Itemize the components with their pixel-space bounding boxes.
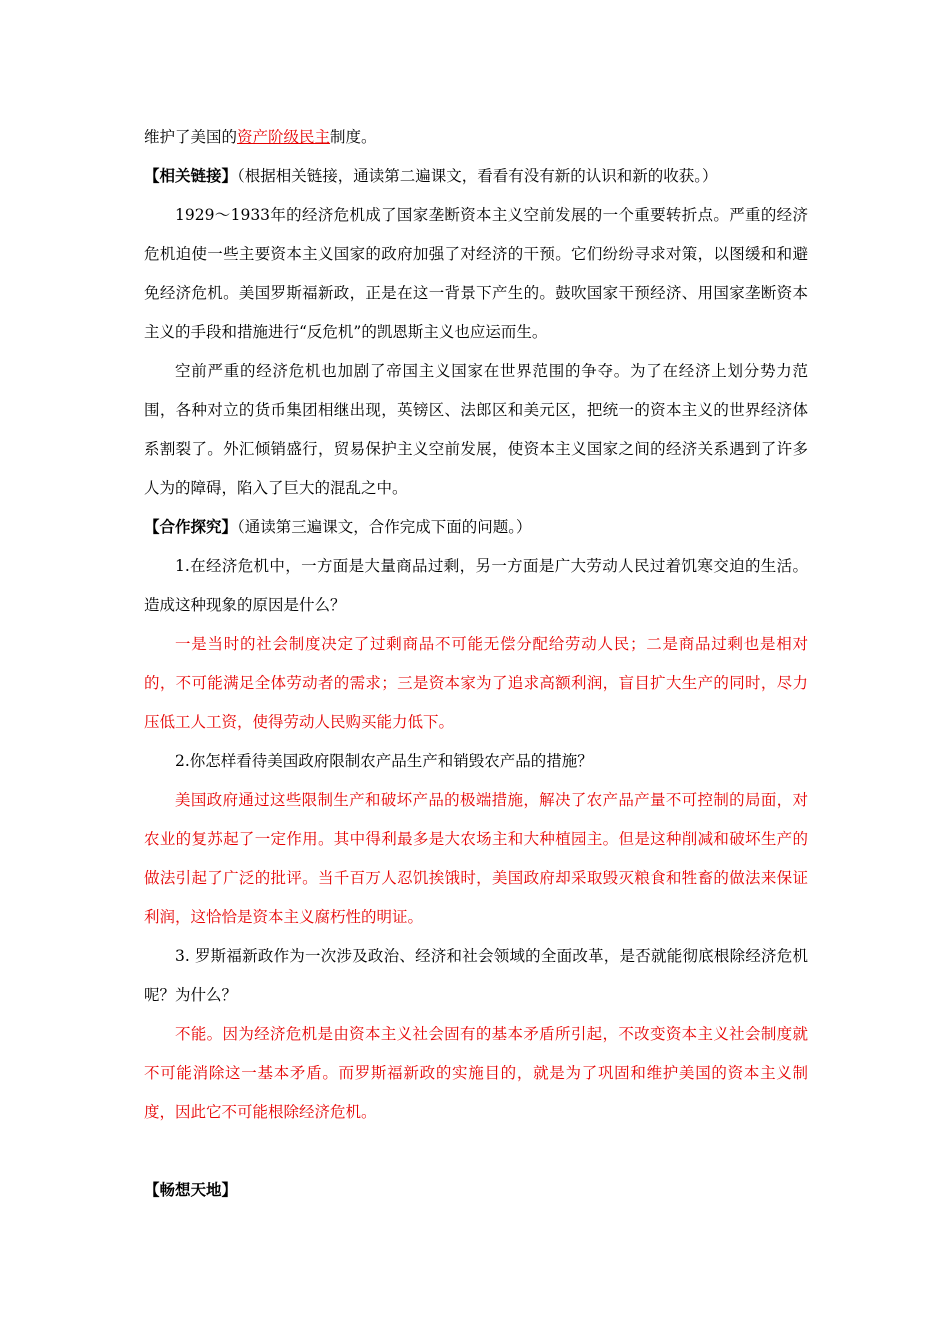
imagine-header [144,1171,808,1210]
highlight-term: 资产阶级民主 [237,128,331,146]
question-1: 1.在经济危机中，一方面是大量商品过剩，另一方面是广大劳动人民过着饥寒交迫的生活。造成这种现象的原因是什么？ [144,557,808,614]
cooperate-heading: 【合作探究】 [144,518,238,536]
answer-3: 不能。因为经济危机是由资本主义社会固有的基本矛盾所引起，不改变资本主义社会制度就不可能消除这一基本矛盾。而罗斯福新政的实施目的，就是为了巩固和维护美国的资本主义制度，因此它不可能根除经济危机。 [144,1025,808,1121]
document-page [144,118,808,1210]
intro-line [144,118,808,157]
related-paragraph-2: 空前严重的经济危机也加剧了帝国主义国家在世界范围的争夺。为了在经济上划分势力范围，各种对立的货币集团相继出现，英镑区、法郎区和美元区，把统一的资本主义的世界经济体系割裂了。外汇倾销盛行，贸易保护主义空前发展，使资本主义国家之间的经济关系遇到了许多人为的障碍，陷入了巨大的混乱之中。 [144,362,808,497]
answer-2: 美国政府通过这些限制生产和破坏产品的极端措施，解决了农产品产量不可控制的局面，对农业的复苏起了一定作用。其中得利最多是大农场主和大种植园主。但是这种削减和破坏生产的做法引起了广泛的批评。当千百万人忍饥挨饿时，美国政府却采取毁灭粮食和牲畜的做法来保证利润，这恰恰是资本主义腐朽性的明证。 [144,791,808,926]
question-2: 2.你怎样看待美国政府限制农产品生产和销毁农产品的措施？ [175,752,593,770]
related-links-header [144,157,808,196]
related-paragraph-1: 1929～1933年的经济危机成了国家垄断资本主义空前发展的一个重要转折点。严重的经济危机迫使一些主要资本主义国家的政府加强了对经济的干预。它们纷纷寻求对策，以图缓和和避免经济危机。美国罗斯福新政，正是在这一背景下产生的。鼓吹国家干预经济、用国家垄断资本主义的手段和措施进行“反危机”的凯恩斯主义也应运而生。 [144,206,808,341]
cooperate-instruction: （通读第三遍课文，合作完成下面的问题。） [237,518,532,536]
intro-prefix: 维护了美国的 [144,128,238,146]
question-3: 3. 罗斯福新政作为一次涉及政治、经济和社会领域的全面改革，是否就能彻底根除经济危机呢？为什么？ [144,947,808,1004]
related-links-heading: 【相关链接】 [144,167,238,185]
intro-suffix: 制度。 [330,128,377,146]
cooperate-header [144,508,808,547]
spacer [144,1132,808,1171]
imagine-heading: 【畅想天地】 [144,1181,238,1199]
answer-1: 一是当时的社会制度决定了过剩商品不可能无偿分配给劳动人民；二是商品过剩也是相对的，不可能满足全体劳动者的需求；三是资本家为了追求高额利润，盲目扩大生产的同时，尽力压低工人工资，使得劳动人民购买能力低下。 [144,635,808,731]
related-links-instruction: （根据相关链接，通读第二遍课文，看看有没有新的认识和新的收获。） [237,167,718,185]
